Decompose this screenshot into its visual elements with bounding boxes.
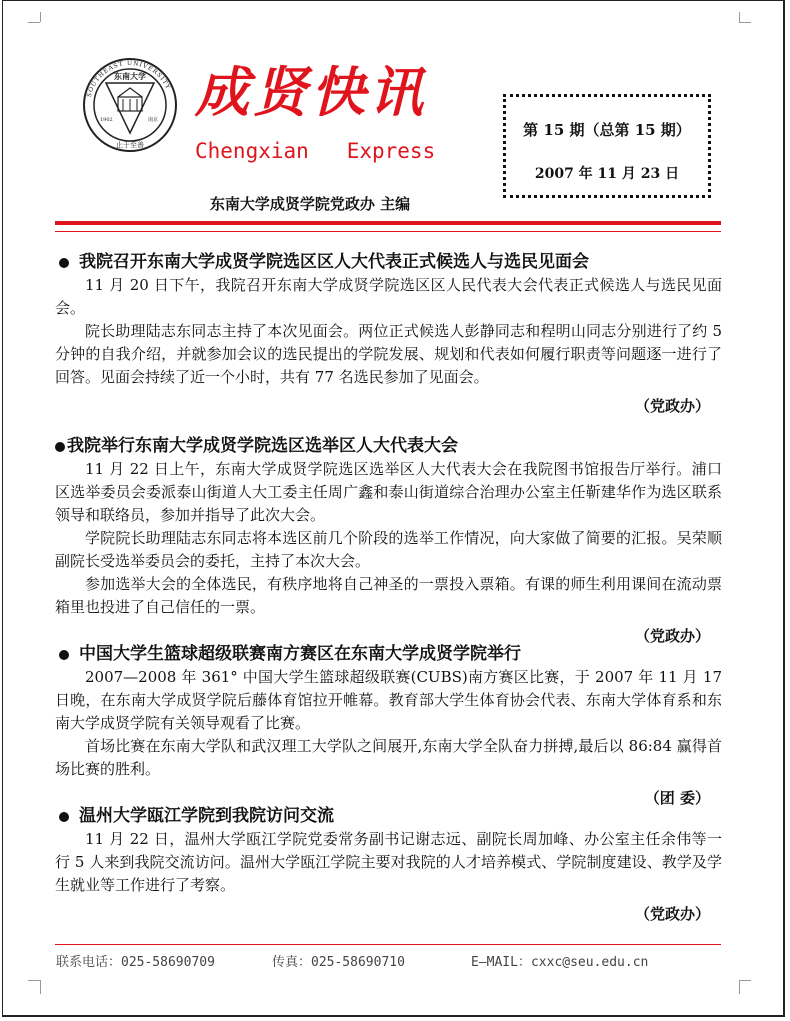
issue-box (503, 94, 711, 198)
article (55, 642, 722, 811)
article-headline (55, 434, 722, 458)
article-headline (55, 642, 722, 666)
logo-motto: 止于至善 (116, 141, 144, 149)
article-paragraph: 参加选举大会的全体选民，有秩序地将自己神圣的一票投入票箱。有课的师生利用课间在流动票箱里也投进了自己信任的一票。 (55, 575, 722, 616)
crop-mark (739, 22, 751, 23)
newsletter-title-en: Chengxian Express (195, 139, 436, 163)
footer-email: E—MAIL：cxxc@seu.edu.cn (471, 955, 649, 970)
header-rule-thin (55, 231, 721, 232)
crop-mark (40, 12, 41, 22)
crop-mark (40, 980, 41, 994)
article (55, 250, 722, 419)
header-rule-thick (55, 221, 721, 225)
article-paragraph: 11 月 20 日下午，我院召开东南大学成贤学院选区区人民代表大会代表正式候选人与选民见面会。 (55, 276, 722, 317)
crop-mark (28, 980, 40, 981)
headline-text: 中国大学生篮球超级联赛南方赛区在东南大学成贤学院举行 (79, 644, 521, 664)
article-paragraph: 院长助理陆志东同志主持了本次见面会。两位正式候选人彭静同志和程明山同志分别进行了约 5 分钟的自我介绍，并就参加会议的选民提出的学院发展、规划和代表如何履行职责等问题逐一进行了回答。见面会持续了近一个小时，共有 77 名选民参加了见面会。 (55, 322, 722, 386)
footer-phone: 联系电话：025-58690709 (56, 955, 215, 970)
crop-mark (28, 22, 40, 23)
article-paragraph: 首场比赛在东南大学队和武汉理工大学队之间展开,东南大学全队奋力拼搏,最后以 86:84 赢得首场比赛的胜利。 (55, 737, 722, 778)
article-paragraph: 2007—2008 年 361° 中国大学生篮球超级联赛(CUBS)南方赛区比赛，于 2007 年 11 月 17 日晚，在东南大学成贤学院后藤体育馆拉开帷幕。教育部大学生体育协会代表、东南大学体育系和东南大学成贤学院有关领导观看了比赛。 (55, 668, 722, 732)
headline-text: 我院召开东南大学成贤学院选区区人大代表正式候选人与选民见面会 (79, 252, 589, 272)
footer-rule (55, 944, 721, 945)
logo-city: 南京 (148, 117, 159, 123)
article-source: （党政办） (634, 627, 710, 645)
headline-text: 我院举行东南大学成贤学院选区选举区人大代表大会 (67, 436, 458, 456)
article (55, 804, 722, 927)
logo-text-top: 东南大学 (114, 71, 146, 81)
bullet-icon (59, 812, 69, 822)
article-source: （团 委） (644, 789, 710, 807)
footer-fax: 传真：025-58690710 (272, 955, 405, 970)
newsletter-title: 成贤快讯 (195, 60, 427, 124)
bullet-icon (59, 650, 69, 660)
crop-mark (739, 980, 740, 994)
issue-number: 第 15 期（总第 15 期） (523, 121, 691, 139)
bullet-icon (55, 442, 65, 452)
editor-line: 东南大学成贤学院党政办 主编 (209, 195, 411, 213)
university-seal-logo (78, 55, 188, 155)
crop-mark (739, 12, 740, 22)
article (55, 434, 722, 649)
issue-date: 2007 年 11 月 23 日 (534, 166, 680, 182)
article-headline (55, 804, 722, 828)
headline-text: 温州大学瓯江学院到我院访问交流 (79, 806, 334, 826)
bullet-icon (59, 258, 69, 268)
crop-mark (739, 980, 751, 981)
article-source: （党政办） (634, 397, 710, 415)
article-paragraph: 11 月 22 日上午，东南大学成贤学院选区选举区人大代表大会在我院图书馆报告厅举行。浦口区选举委员会委派泰山街道人大工委主任周广鑫和泰山街道综合治理办公室主任靳建华作为选区联系领导和联络员，参加并指导了此次大会。 (55, 460, 722, 524)
article-source: （党政办） (634, 905, 710, 923)
article-paragraph: 学院院长助理陆志东同志将本选区前几个阶段的选举工作情况，向大家做了简要的汇报。吴荣顺副院长受选举委员会的委托，主持了本次大会。 (55, 529, 722, 570)
logo-ring-text: SOUTHEAST UNIVERSITY (85, 59, 172, 99)
article-paragraph: 11 月 22 日，温州大学瓯江学院党委常务副书记谢志远、副院长周加峰、办公室主任余伟等一行 5 人来到我院交流访问。温州大学瓯江学院主要对我院的人才培养模式、学院制度建设、教学及学生就业等工作进行了考察。 (55, 830, 722, 894)
article-headline (55, 250, 722, 274)
logo-year: 1902 (100, 117, 113, 123)
